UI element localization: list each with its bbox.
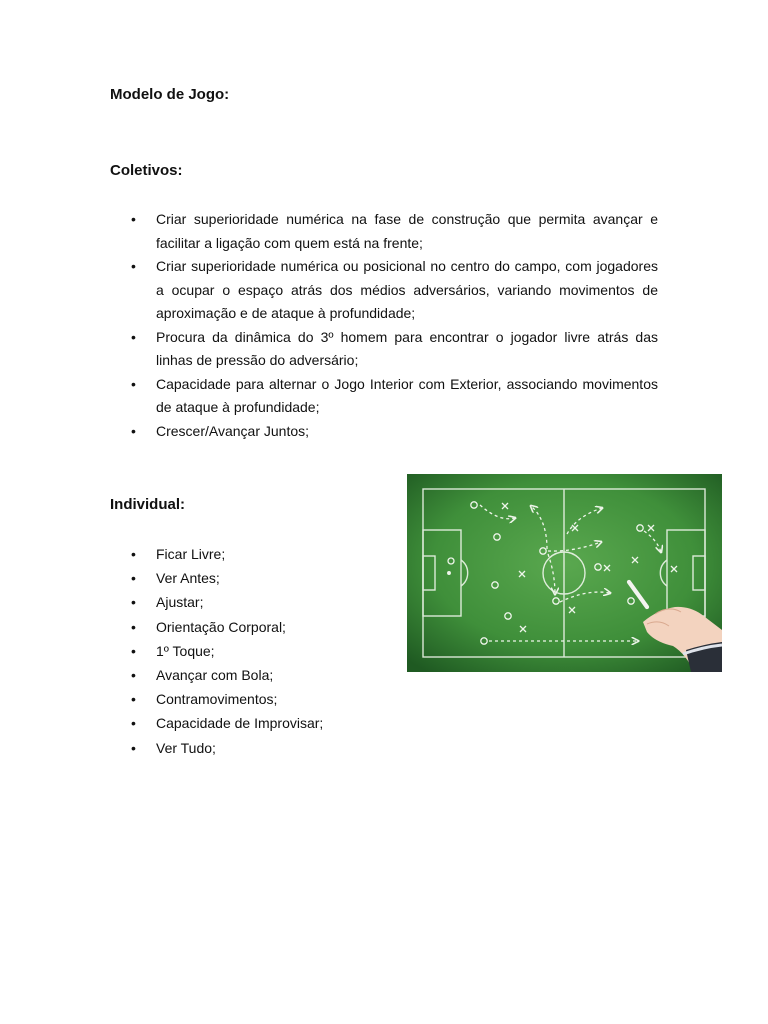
list-item [110, 736, 390, 760]
list-item-text: Ver Tudo; [156, 739, 216, 756]
section-heading-individual: Individual: [110, 496, 185, 513]
list-item-text: Capacidade de Improvisar; [156, 715, 324, 732]
list-item [110, 566, 390, 590]
list-item [110, 639, 390, 663]
list-item [110, 615, 390, 639]
list-item [110, 542, 390, 566]
bullet-icon: • [131, 642, 136, 659]
list-item-text: Procura da dinâmica do 3º homem para encontrar o jogador livre atrás das linhas de pressão do adversário; [156, 328, 658, 368]
section-heading-coletivos: Coletivos: [110, 162, 183, 179]
bullet-icon: • [131, 667, 136, 684]
bullet-icon: • [131, 375, 136, 392]
list-item [110, 255, 658, 326]
list-item [110, 326, 658, 373]
list-item-text: Ficar Livre; [156, 546, 226, 562]
list-item-text: Capacidade para alternar o Jogo Interior com Exterior, associando movimentos de ataque à profundidade; [156, 375, 658, 415]
list-item [110, 687, 390, 711]
bullet-icon: • [131, 739, 136, 756]
page-title: Modelo de Jogo: [110, 86, 230, 103]
bullet-icon: • [131, 422, 136, 439]
bullet-icon: • [131, 691, 136, 708]
bullet-icon: • [131, 546, 136, 562]
list-item [110, 208, 658, 255]
individual-list [110, 542, 390, 760]
list-item-text: Avançar com Bola; [156, 667, 274, 684]
bullet-icon: • [131, 594, 136, 611]
list-item [110, 420, 658, 444]
list-item-text: Ver Antes; [156, 570, 220, 587]
tactics-board-icon [407, 474, 722, 672]
list-item-text: Crescer/Avançar Juntos; [156, 422, 310, 439]
list-item [110, 590, 390, 614]
list-item-text: Ajustar; [156, 594, 204, 611]
bullet-icon: • [131, 570, 136, 587]
list-item [110, 663, 390, 687]
list-item-text: Orientação Corporal; [156, 618, 286, 635]
coletivos-list [110, 208, 658, 443]
bullet-icon: • [131, 211, 136, 227]
bullet-icon: • [131, 715, 136, 732]
list-item-text: Criar superioridade numérica ou posicional no centro do campo, com jogadores a ocupar o espaço atrás dos médios adversários, variando movimentos de aproximação e de ataque à profundidade; [156, 258, 658, 321]
list-item-text: Contramovimentos; [156, 691, 278, 708]
bullet-icon: • [131, 328, 136, 345]
list-item-text: Criar superioridade numérica na fase de construção que permita avançar e facilitar a ligação com quem está na frente; [156, 211, 658, 251]
list-item-text: 1º Toque; [156, 642, 215, 659]
bullet-icon: • [131, 258, 136, 274]
tactics-board-image [407, 474, 722, 672]
bullet-icon: • [131, 618, 136, 635]
list-item [110, 373, 658, 420]
list-item [110, 711, 390, 735]
